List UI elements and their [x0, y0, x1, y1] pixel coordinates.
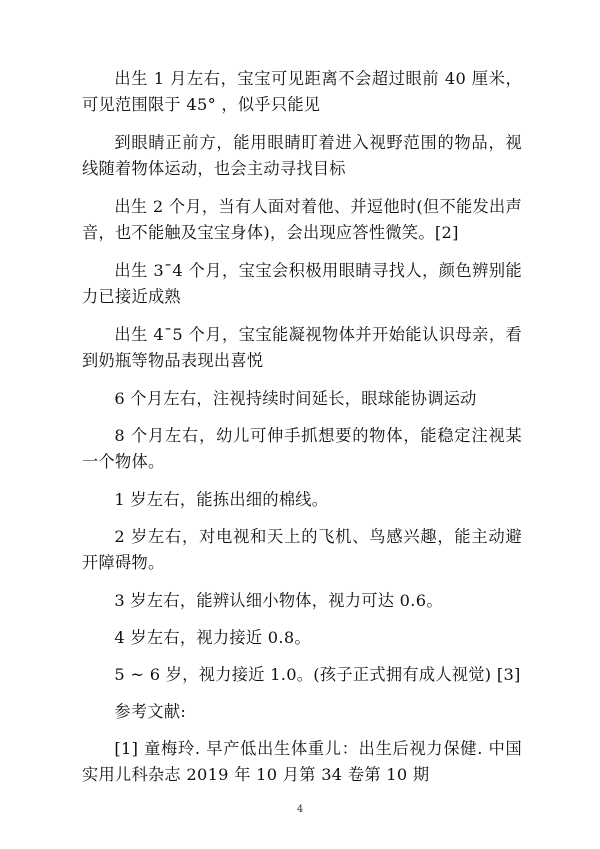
paragraph-8-months: 8 个月左右，幼儿可伸手抓想要的物体，能稳定注视某一个物体。	[82, 426, 522, 471]
paragraph-1-month-continued: 到眼睛正前方，能用眼睛盯着进入视野范围的物品，视线随着物体运动，也会主动寻找目标	[82, 133, 522, 178]
reference-1: [1] 童梅玲. 早产低出生体重儿：出生后视力保健. 中国实用儿科杂志 2019 年 10 月第 34 卷第 10 期	[82, 739, 522, 784]
paragraph-6-months: 6 个月左右，注视持续时间延长，眼球能协调运动	[114, 389, 477, 408]
paragraph-3-4-months: 出生 3¯4 个月，宝宝会积极用眼睛寻找人，颜色辨别能力已接近成熟	[82, 261, 522, 306]
references-heading: 参考文献:	[114, 702, 187, 721]
paragraph-2-years: 2 岁左右，对电视和天上的飞机、鸟感兴趣，能主动避开障碍物。	[82, 527, 522, 572]
paragraph-4-5-months: 出生 4¯5 个月，宝宝能凝视物体并开始能认识母亲，看到奶瓶等物品表现出喜悦	[82, 325, 522, 370]
paragraph-1-year: 1 岁左右，能拣出细的棉线。	[114, 490, 329, 509]
paragraph-1-month: 出生 1 月左右，宝宝可见距离不会超过眼前 40 厘米，可见范围限于 45° ，似乎只能见	[82, 69, 522, 114]
paragraph-4-years: 4 岁左右，视力接近 0.8。	[114, 628, 311, 647]
paragraph-2-months: 出生 2 个月，当有人面对着他、并逗他时(但不能发出声音，也不能触及宝宝身体)，会出现应答性微笑。[2]	[82, 197, 522, 242]
body-text	[82, 66, 522, 800]
page-number: 4	[296, 804, 304, 815]
paragraph-3-years: 3 岁左右，能辨认细小物体，视力可达 0.6。	[114, 591, 443, 610]
paragraph-5-6-years: 5 ~ 6 岁，视力接近 1.0。(孩子正式拥有成人视觉) [3]	[114, 665, 521, 684]
